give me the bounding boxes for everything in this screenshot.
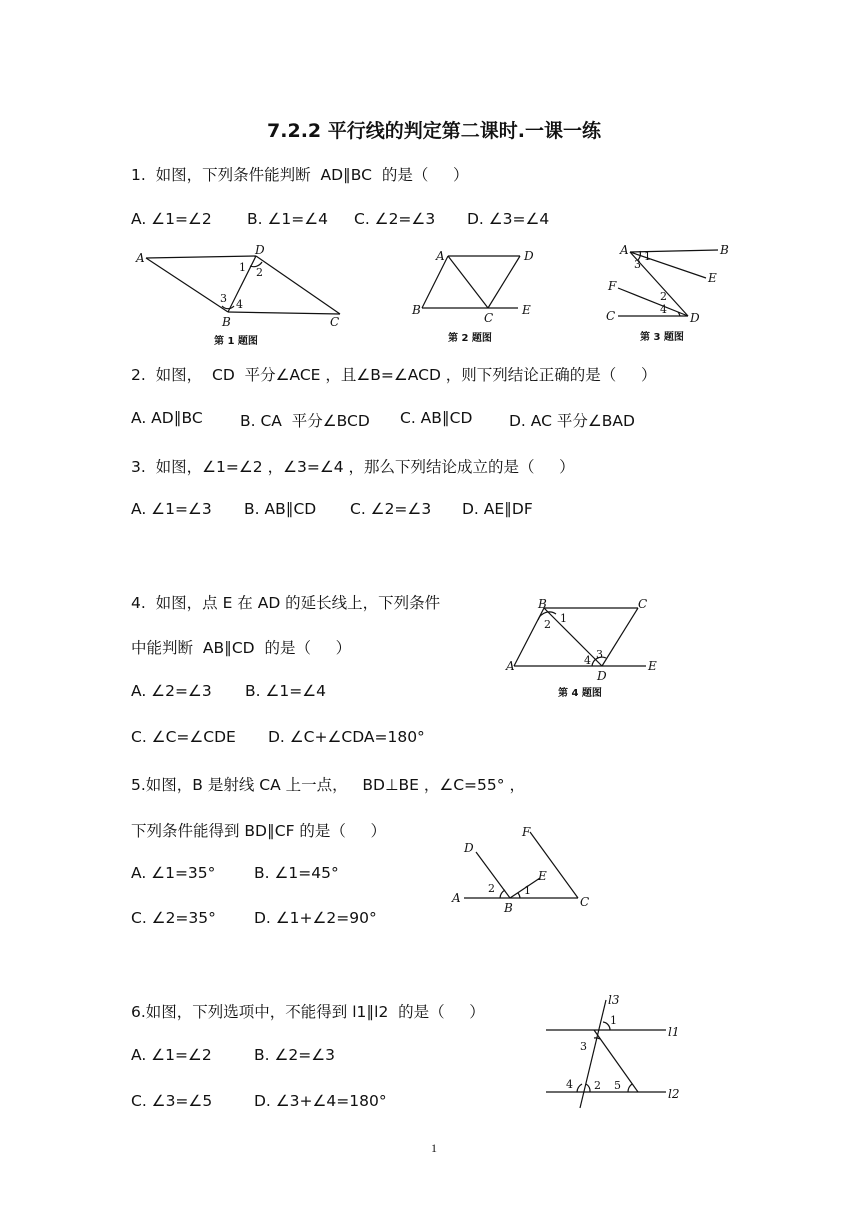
- question-5-stem-line2: 下列条件能得到 BD∥CF 的是（ ）: [131, 822, 387, 840]
- q2-option-d: D. AC 平分∠BAD: [509, 412, 635, 430]
- q6-option-c: C. ∠3=∠5: [131, 1092, 213, 1110]
- q1-option-c: C. ∠2=∠3: [354, 210, 436, 228]
- fig1-angle-4: 4: [236, 298, 243, 311]
- q4-option-d: D. ∠C+∠CDA=180°: [268, 728, 425, 746]
- fig3-angle-2: 2: [660, 290, 667, 303]
- fig1-caption: 第 1 题图: [214, 336, 258, 347]
- q2-option-c: C. AB∥CD: [400, 409, 473, 427]
- q3-option-b: B. AB∥CD: [244, 500, 317, 518]
- fig5-label-d: D: [464, 841, 474, 855]
- q3-option-d: D. AE∥DF: [462, 500, 533, 518]
- fig2-label-e: E: [522, 303, 531, 317]
- q2-option-b: B. CA 平分∠BCD: [240, 412, 370, 430]
- question-5-stem-line1: 5.如图，B 是射线 CA 上一点， BD⊥BE ，∠C=55° ，: [131, 776, 525, 794]
- fig3-label-d: D: [690, 311, 700, 325]
- figure-4: [498, 596, 668, 704]
- q5-option-c: C. ∠2=35°: [131, 909, 216, 927]
- fig1-angle-3: 3: [220, 292, 227, 305]
- question-3-stem: 3. 如图，∠1=∠2 ，∠3=∠4 ，那么下列结论成立的是（ ）: [131, 458, 575, 476]
- fig4-label-a: A: [506, 659, 515, 673]
- q6-option-b: B. ∠2=∠3: [254, 1046, 335, 1064]
- fig6-angle-3: 3: [580, 1040, 587, 1053]
- fig6-angle-1: 1: [610, 1014, 617, 1027]
- fig5-label-e: E: [538, 869, 547, 883]
- q6-option-d: D. ∠3+∠4=180°: [254, 1092, 387, 1110]
- q5-option-a: A. ∠1=35°: [131, 864, 216, 882]
- fig5-label-c: C: [580, 895, 590, 909]
- q5-option-d: D. ∠1+∠2=90°: [254, 909, 377, 927]
- fig2-label-c: C: [484, 311, 494, 325]
- fig6-angle-4: 4: [566, 1078, 573, 1091]
- q6-option-a: A. ∠1=∠2: [131, 1046, 212, 1064]
- figure-6: [542, 992, 692, 1110]
- page-number: 1: [431, 1141, 437, 1155]
- fig3-label-f: F: [608, 279, 617, 293]
- fig2-label-d: D: [524, 249, 534, 263]
- q3-option-c: C. ∠2=∠3: [350, 500, 432, 518]
- question-2-stem: 2. 如图， CD 平分∠ACE ，且∠B=∠ACD ，则下列结论正确的是（ ）: [131, 366, 657, 384]
- fig1-label-a: A: [136, 251, 145, 265]
- fig5-label-a: A: [452, 891, 461, 905]
- fig6-angle-2: 2: [594, 1079, 601, 1092]
- fig3-label-c: C: [606, 309, 616, 323]
- fig6-label-l3: l3: [608, 993, 620, 1007]
- fig2-label-a: A: [436, 249, 445, 263]
- fig3-label-b: B: [720, 243, 729, 257]
- fig3-angle-4: 4: [660, 303, 667, 316]
- figure-3: [600, 240, 740, 348]
- fig4-label-d: D: [597, 669, 607, 683]
- fig5-label-f: F: [522, 825, 531, 839]
- fig4-caption: 第 4 题图: [558, 688, 602, 699]
- q1-option-a: A. ∠1=∠2: [131, 210, 212, 228]
- fig4-label-c: C: [638, 597, 648, 611]
- fig1-label-c: C: [330, 315, 340, 329]
- q1-option-d: D. ∠3=∠4: [467, 210, 550, 228]
- fig4-angle-1: 1: [560, 612, 567, 625]
- fig3-angle-3: 3: [634, 258, 641, 271]
- fig4-label-b: B: [538, 597, 547, 611]
- fig5-label-b: B: [504, 901, 513, 915]
- fig4-angle-2: 2: [544, 618, 551, 631]
- question-6-stem: 6.如图，下列选项中，不能得到 l1∥l2 的是（ ）: [131, 1003, 485, 1021]
- q4-option-b: B. ∠1=∠4: [245, 682, 326, 700]
- fig6-angle-5: 5: [614, 1079, 621, 1092]
- fig3-label-e: E: [708, 271, 717, 285]
- fig2-caption: 第 2 题图: [448, 333, 492, 344]
- question-1-stem: 1. 如图，下列条件能判断 AD∥BC 的是（ ）: [131, 166, 469, 184]
- figure-2: [410, 246, 540, 348]
- fig4-angle-4: 4: [584, 654, 591, 667]
- fig6-label-l1: l1: [668, 1025, 680, 1039]
- q3-option-a: A. ∠1=∠3: [131, 500, 212, 518]
- fig1-angle-1: 1: [239, 261, 246, 274]
- fig2-label-b: B: [412, 303, 421, 317]
- fig1-label-b: B: [222, 315, 231, 329]
- fig5-angle-2: 2: [488, 882, 495, 895]
- q2-option-a: A. AD∥BC: [131, 409, 203, 427]
- figure-5: [448, 822, 598, 916]
- q5-option-b: B. ∠1=45°: [254, 864, 339, 882]
- q1-option-b: B. ∠1=∠4: [247, 210, 328, 228]
- fig4-angle-3: 3: [596, 648, 603, 661]
- fig1-label-d: D: [255, 244, 265, 257]
- q4-option-a: A. ∠2=∠3: [131, 682, 212, 700]
- q4-option-c: C. ∠C=∠CDE: [131, 728, 236, 746]
- fig1-angle-2: 2: [256, 266, 263, 279]
- fig3-caption: 第 3 题图: [640, 332, 684, 343]
- fig4-label-e: E: [648, 659, 657, 673]
- page-title: 7.2.2 平行线的判定第二课时.一课一练: [267, 120, 601, 142]
- question-4-stem-line2: 中能判断 AB∥CD 的是（ ）: [131, 639, 352, 657]
- figure-1: [130, 244, 350, 350]
- fig5-angle-1: 1: [524, 884, 531, 897]
- question-4-stem-line1: 4. 如图，点 E 在 AD 的延长线上，下列条件: [131, 594, 441, 612]
- fig6-label-l2: l2: [668, 1087, 680, 1101]
- fig3-angle-1: 1: [644, 250, 651, 263]
- fig3-label-a: A: [620, 243, 629, 257]
